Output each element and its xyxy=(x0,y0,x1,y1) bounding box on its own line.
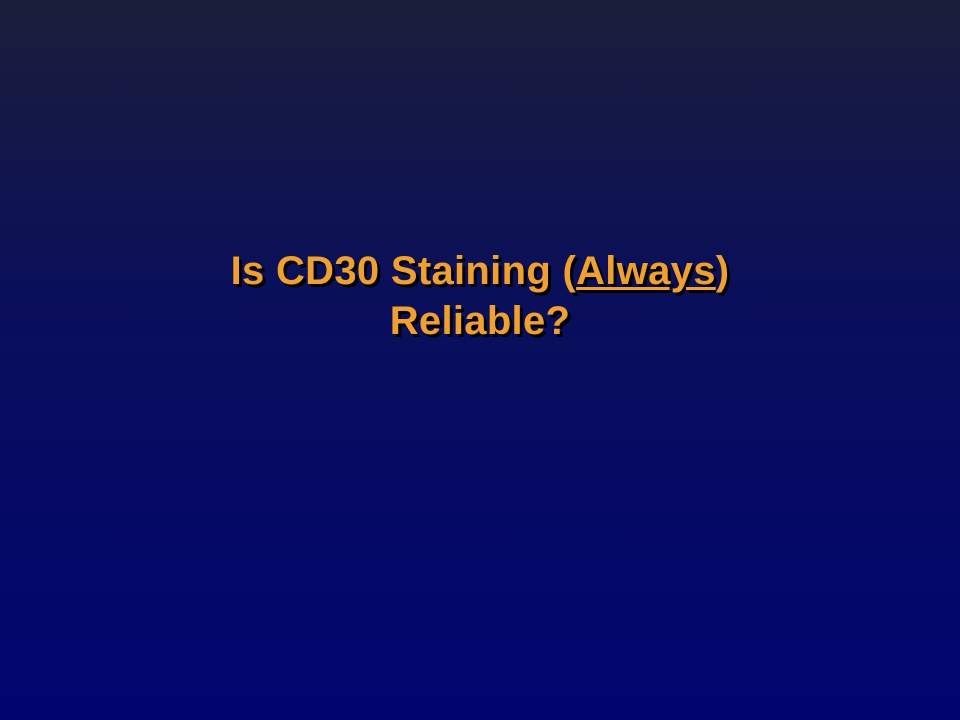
slide-title xyxy=(80,246,880,346)
slide-title-line-1 xyxy=(80,246,880,296)
title-emphasis-word: Always xyxy=(576,249,716,293)
title-text-part-1: Is CD30 Staining ( xyxy=(230,249,577,293)
slide-title-line-2: Reliable? xyxy=(389,299,571,343)
title-text-part-2: ) xyxy=(715,249,730,293)
